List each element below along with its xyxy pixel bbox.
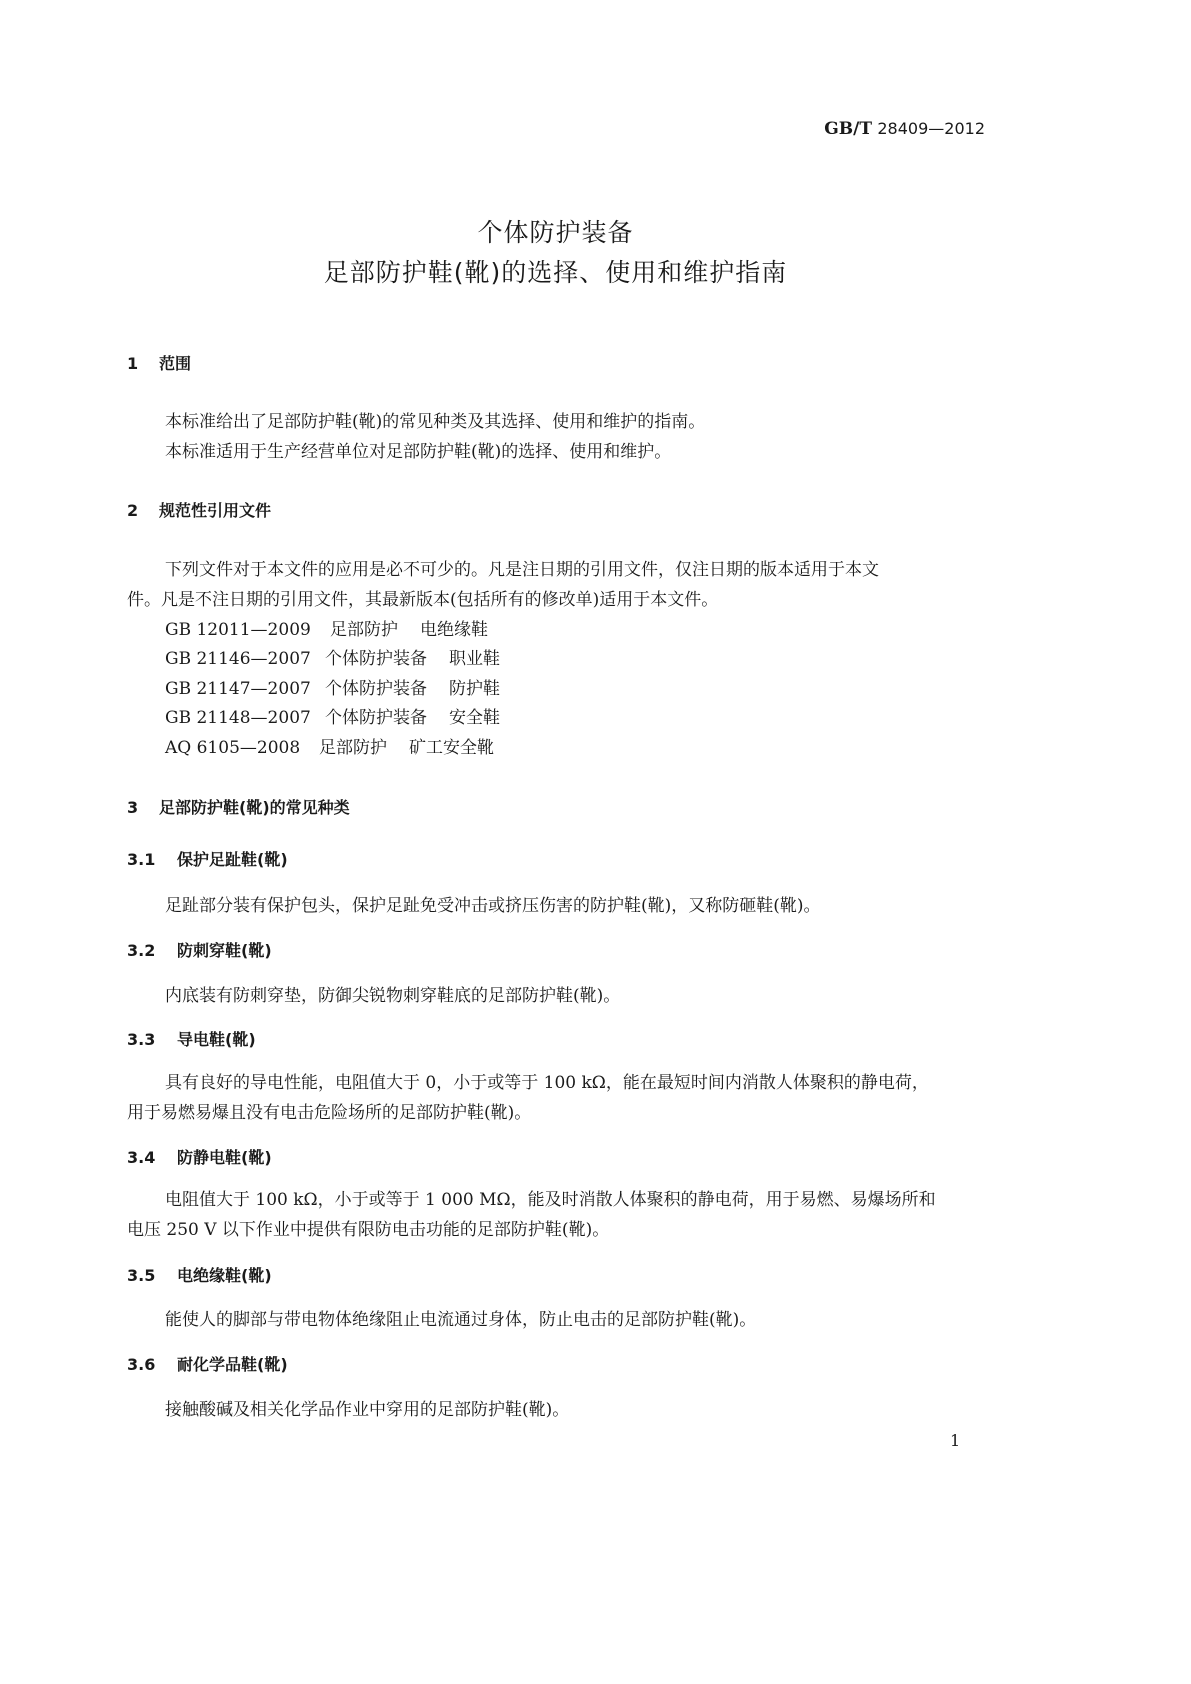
reference-title-part: 足部防护 (319, 738, 387, 758)
subsection-number: 3.5 (127, 1266, 156, 1285)
section-title: 规范性引用文件 (159, 501, 272, 520)
paragraph: 本标准给出了足部防护鞋(靴)的常见种类及其选择、使用和维护的指南。 (165, 412, 706, 432)
reference-code: GB 21148—2007 (165, 708, 311, 728)
title-line-1: 个体防护装备 (477, 218, 634, 247)
subsection-title: 保护足趾鞋(靴) (177, 850, 288, 869)
subsection-3-3-heading (127, 1029, 256, 1051)
subsection-title: 防刺穿鞋(靴) (177, 941, 272, 960)
reference-title-part: 防护鞋 (449, 679, 500, 699)
subsection-3-2-heading (127, 940, 272, 962)
paragraph-line: 足趾部分装有保护包头，保护足趾免受冲击或挤压伤害的防护鞋(靴)，又称防砸鞋(靴)。 (165, 896, 821, 916)
paragraph-line: 电压 250 V 以下作业中提供有限防电击功能的足部防护鞋(靴)。 (127, 1220, 610, 1240)
reference-item (165, 707, 500, 729)
subsection-3-1-heading (127, 849, 288, 871)
document-header (824, 118, 985, 140)
section-title: 足部防护鞋(靴)的常见种类 (159, 798, 350, 817)
reference-item (165, 619, 488, 641)
reference-code: GB 21146—2007 (165, 649, 311, 669)
reference-title-part: 个体防护装备 (325, 649, 427, 669)
section-3-heading (127, 797, 350, 819)
paragraph-line: 具有良好的导电性能，电阻值大于 0，小于或等于 100 kΩ，能在最短时间内消散人体聚积的静电荷， (165, 1073, 929, 1093)
reference-title-part: 足部防护 (330, 620, 398, 640)
subsection-title: 导电鞋(靴) (177, 1030, 256, 1049)
subsection-number: 3.2 (127, 941, 156, 960)
reference-code: GB 12011—2009 (165, 620, 311, 640)
reference-title-part: 个体防护装备 (325, 679, 427, 699)
paragraph: 本标准适用于生产经营单位对足部防护鞋(靴)的选择、使用和维护。 (165, 442, 672, 462)
subsection-number: 3.3 (127, 1030, 156, 1049)
section-number: 1 (127, 354, 139, 373)
standard-code-prefix: GB/T (824, 119, 872, 139)
subsection-title: 电绝缘鞋(靴) (177, 1266, 272, 1285)
reference-item (165, 678, 500, 700)
paragraph-line: 电阻值大于 100 kΩ，小于或等于 1 000 MΩ，能及时消散人体聚积的静电荷，用于易燃、易爆场所和 (165, 1190, 936, 1210)
subsection-number: 3.1 (127, 850, 156, 869)
standard-code-number: 28409—2012 (877, 119, 985, 138)
section-number: 3 (127, 798, 139, 817)
subsection-3-4-heading (127, 1147, 272, 1169)
subsection-3-6-heading (127, 1354, 288, 1376)
paragraph-line: 下列文件对于本文件的应用是必不可少的。凡是注日期的引用文件，仅注日期的版本适用于本文 (165, 560, 879, 580)
reference-item (165, 737, 494, 759)
reference-code: AQ 6105—2008 (165, 738, 301, 758)
reference-title-part: 安全鞋 (449, 708, 500, 728)
subsection-number: 3.6 (127, 1355, 156, 1374)
reference-code: GB 21147—2007 (165, 679, 311, 699)
paragraph-line: 用于易燃易爆且没有电击危险场所的足部防护鞋(靴)。 (127, 1103, 532, 1123)
paragraph-line: 能使人的脚部与带电物体绝缘阻止电流通过身体，防止电击的足部防护鞋(靴)。 (165, 1310, 757, 1330)
reference-title-part: 个体防护装备 (325, 708, 427, 728)
title-line-2: 足部防护鞋(靴)的选择、使用和维护指南 (323, 258, 788, 287)
subsection-number: 3.4 (127, 1148, 156, 1167)
subsection-title: 防静电鞋(靴) (177, 1148, 272, 1167)
section-title: 范围 (159, 354, 192, 373)
reference-title-part: 矿工安全靴 (409, 738, 494, 758)
paragraph-line: 内底装有防刺穿垫，防御尖锐物刺穿鞋底的足部防护鞋(靴)。 (165, 986, 621, 1006)
section-2-heading (127, 500, 271, 522)
reference-title-part: 职业鞋 (449, 649, 500, 669)
section-1-heading (127, 353, 191, 375)
reference-item (165, 648, 500, 670)
page-number: 1 (950, 1431, 961, 1450)
subsection-title: 耐化学品鞋(靴) (177, 1355, 288, 1374)
reference-title-part: 电绝缘鞋 (420, 620, 488, 640)
subsection-3-5-heading (127, 1265, 272, 1287)
section-number: 2 (127, 501, 139, 520)
paragraph-line: 件。凡是不注日期的引用文件，其最新版本(包括所有的修改单)适用于本文件。 (127, 590, 719, 610)
paragraph-line: 接触酸碱及相关化学品作业中穿用的足部防护鞋(靴)。 (165, 1400, 570, 1420)
